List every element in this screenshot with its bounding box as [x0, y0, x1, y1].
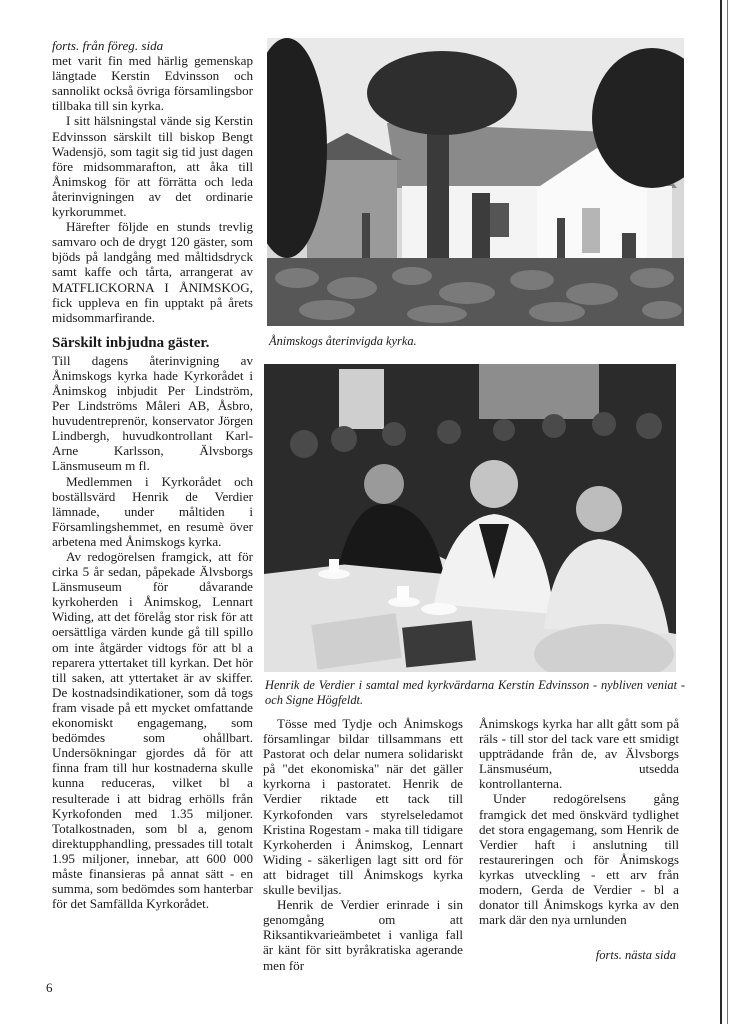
gathering-photo: [264, 364, 676, 672]
right-text-column: [479, 716, 679, 927]
continued-from-note: forts. från föreg. sida: [52, 38, 164, 53]
paragraph: Tösse med Tydje och Ånimskogs församlingar bildar tillsammans ett Pastorat och delar numera solidariskt på "det ekonomiska" när det gäller kyrkorna i pastoratet. Henrik de Verdier riktade ett tack till Kyrkofonden vars styrelseledamot Kristina Rogestam - maka till tidigare Kyrkoherden i Ånimskog, Lennart Widing - säkerligen lagt sitt ord för att bidraget till Ånimskogs kyrka skulle beviljas.: [263, 716, 463, 898]
middle-text-column: [263, 716, 463, 973]
paragraph: Under redogörelsens gång framgick det med önskvärd tydlighet det stora engagemang, som Henrik de Verdier haft i anslutning till restaureringen och för Ånimskogs kyrkas utveckling - ett arv från modern, Gerda de Verdier - bl a donator till Ånimskogs kyrka av den mark där den nya urnlunden: [479, 791, 679, 928]
church-photo: [267, 38, 684, 326]
paragraph: Härefter följde en stunds trevlig samvaro och de drygt 120 gäster, som bjöds på landgång med måltidsdryck samt kaffe och tårta, arrangerat av MATFLICKORNA I ÅNIMSKOG, fick uppleva en fin upptakt på årets midsommarfirande.: [52, 219, 253, 325]
page-edge-line: [720, 0, 722, 1024]
paragraph: met varit fin med härlig gemenskap längtade Kerstin Edvinsson och sannolikt också övriga församlingsbor tillbaka till sin kyrka.: [52, 53, 253, 114]
paragraph: I sitt hälsningstal vände sig Kerstin Edvinsson särskilt till biskop Bengt Wadensjö, som tagit sig tid just dagen före midsommarafton, att åka till Ånimskog för att förrätta och leda återinvigningen av det ordinarie kyrkorummet.: [52, 113, 253, 220]
paragraph: Av redogörelsen framgick, att för cirka 5 år sedan, påpekade Älvsborgs Länsmuseum för dåvarande kyrkoherden i Ånimskog, Lennart Widing, att det förelåg stor risk för att oersättliga värden kunde gå till spillo om inte åtgärder vidtogs för att bl a reparera yttertaket till kyrkan. Det hör till saken, att yttertaket är av skiffer. De kostnadsindikationer, som då togs fram visade på ett mycket omfattande ekonomiskt engagemang, som bedömdes som ohållbart. Undersökningar gjordes då för att finna fram till hur kostnaderna skulle kunna reduceras, vilket bl a resulterade i att bidrag erhölls från Kyrkofonden med 1.35 miljoner. Totalkostnaden, som bl a, genom direktupphandling, pressades till totalt 1.95 miljoner, innebar, att 600 000 måste finansieras på annat sätt - en summa, som bedömdes som hanterbar för det Samfällda Kyrkorådet.: [52, 549, 253, 912]
church-photo-caption: Ånimskogs återinvigda kyrka.: [269, 334, 417, 348]
paragraph: Ånimskogs kyrka har allt gått som på räls - till stor del tack vare ett smidigt uppträdande från de, av Älvsborgs Länsmuséum, utsedda kontrollanterna.: [479, 716, 679, 792]
continued-next-page-note: forts. nästa sida: [595, 948, 676, 962]
gathering-photo-caption: Henrik de Verdier i samtal med kyrkvärdarna Kerstin Edvinsson - nybliven veniat - och Signe Högfeldt.: [265, 678, 685, 707]
section-heading: Särskilt inbjudna gäster.: [52, 334, 210, 351]
page-number: 6: [46, 980, 53, 995]
left-text-column: [52, 38, 253, 911]
paragraph: Medlemmen i Kyrkorådet och boställsvärd Henrik de Verdier lämnade, under måltiden i Församlingshemmet, en resumè över arbetena med Ånimskogs kyrka.: [52, 473, 253, 549]
page-edge-line: [727, 0, 728, 1024]
paragraph: Henrik de Verdier erinrade i sin genomgång om att Riksantikvarieämbetet i vanliga fall är känt för sitt byråkratiska agerande men för: [263, 897, 463, 973]
paragraph: Till dagens återinvigning av Ånimskogs kyrka hade Kyrkorådet i Ånimskog inbjudit Per Lindström, Per Lindströms Måleri AB, Åsbro, huvudentreprenör, konservator Jörgen Lindbergh, huvudkontrollant Karl-Arne Karlsson, Älvsborgs Länsmuseum m fl.: [52, 352, 253, 474]
